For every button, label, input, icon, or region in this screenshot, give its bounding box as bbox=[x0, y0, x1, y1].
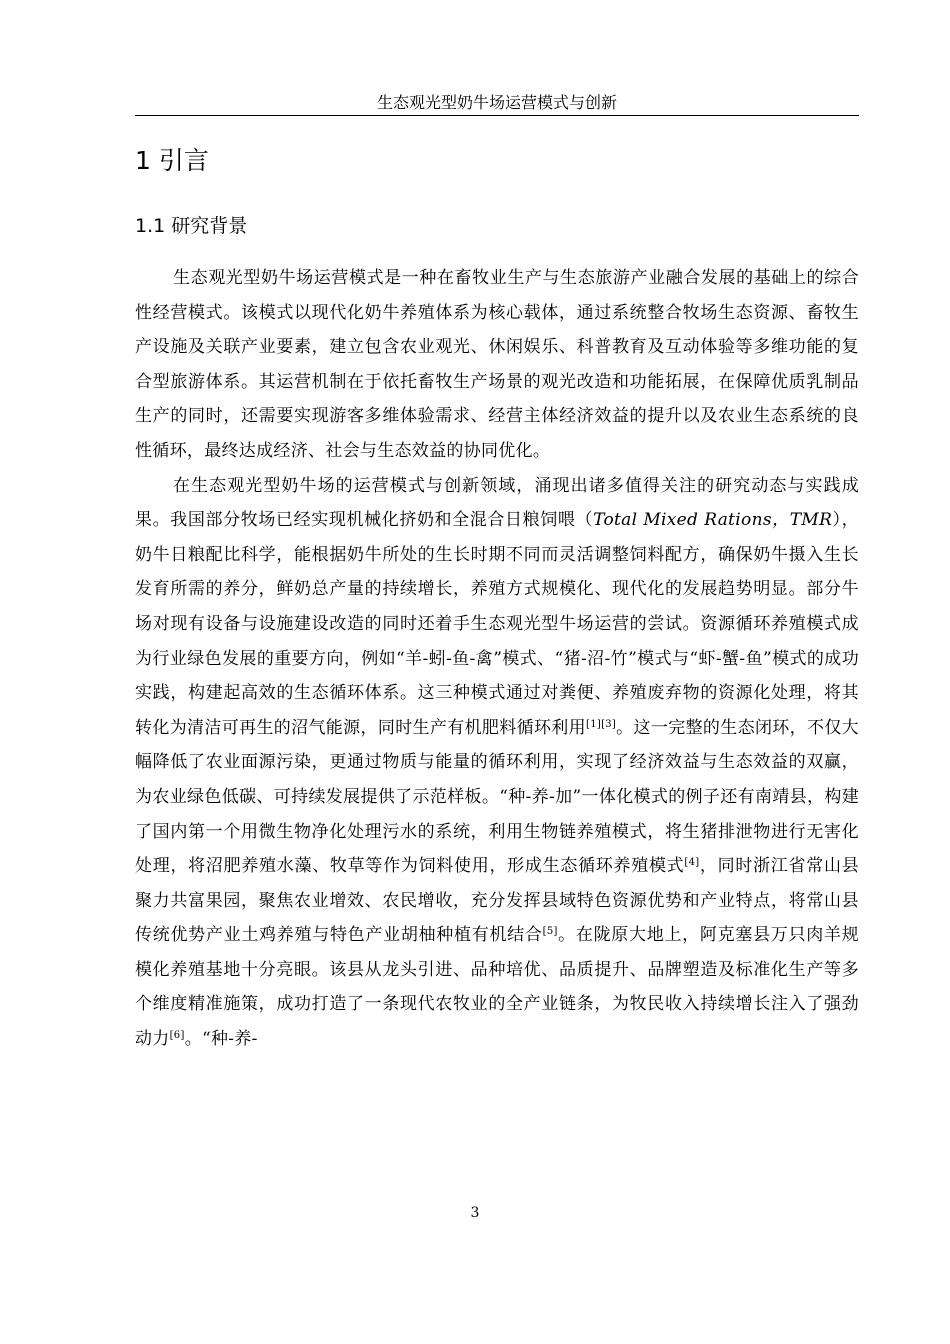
tmr-term: Total Mixed Rations，TMR bbox=[593, 510, 833, 531]
section-heading: 1 引言 bbox=[135, 146, 209, 175]
body-text bbox=[135, 261, 859, 1057]
paragraph-2-text-c: 。这一完整的生态闭环，不仅大幅降低了农业面源污染，更通过物质与能量的循环利用，实现了经济效益与生态效益的双赢，为农业绿色低碳、可持续发展提供了示范样板。“种-养-加”一体化模式的例子还有南靖县，构建了国内第一个用微生物净化处理污水的系统，利用生物链养殖模式，将生猪排泄物进行无害化处理，将沼肥养殖水藻、牧草等作为饲料使用，形成生态循环养殖模式 bbox=[135, 717, 859, 877]
paragraph-2-text-f: 。“种-养- bbox=[184, 1029, 258, 1050]
paragraph-2-text-e: 。在陇原大地上，阿克塞县万只肉羊规模化养殖基地十分亮眼。该县从龙头引进、品种培优、品质提升、品牌塑造及标准化生产等多个维度精准施策，成功打造了一条现代农牧业的全产业链条，为牧民收入持续增长注入了强劲动力 bbox=[135, 925, 859, 1050]
paragraph-2-text-b: ），奶牛日粮配比科学，能根据奶牛所处的生长时期不同而灵活调整饲料配方，确保奶牛摄入生长发育所需的养分，鲜奶总产量的持续增长，养殖方式规模化、现代化的发展趋势明显。部分牛场对现有设备与设施建设改造的同时还着手生态观光型牛场运营的尝试。资源循环养殖模式成为行业绿色发展的重要方向，例如“羊-蚓-鱼-禽”模式、“猪-沼-竹”模式与“虾-蟹-鱼”模式的成功实践，构建起高效的生态循环体系。这三种模式通过对粪便、养殖废弃物的资源化处理，将其转化为清洁可再生的沼气能源，同时生产有机肥料循环利用 bbox=[135, 510, 859, 738]
subsection-heading: 1.1 研究背景 bbox=[135, 215, 248, 237]
paragraph-2-text-d: ，同时浙江省常山县聚力共富果园，聚焦农业增效、农民增收，充分发挥县域特色资源优势和产业特点，将常山县传统优势产业土鸡养殖与特色产业胡柚种植有机结合 bbox=[135, 856, 859, 946]
paragraph-2 bbox=[135, 469, 859, 1057]
citation-1[interactable]: [1][3] bbox=[586, 718, 617, 730]
paragraph-1: 生态观光型奶牛场运营模式是一种在畜牧业生产与生态旅游产业融合发展的基础上的综合性经营模式。该模式以现代化奶牛养殖体系为核心载体，通过系统整合牧场生态资源、畜牧生产设施及关联产业要素，建立包含农业观光、休闲娱乐、科普教育及互动体验等多维功能的复合型旅游体系。其运营机制在于依托畜牧生产场景的观光改造和功能拓展，在保障优质乳制品生产的同时，还需要实现游客多维体验需求、经营主体经济效益的提升以及农业生态系统的良性循环，最终达成经济、社会与生态效益的协同优化。 bbox=[135, 268, 859, 461]
citation-2[interactable]: [4] bbox=[684, 857, 700, 869]
citation-3[interactable]: [5] bbox=[542, 926, 558, 938]
page-number: 3 bbox=[470, 1205, 480, 1221]
paragraph-2-text-a: 在生态观光型奶牛场的运营模式与创新领域，涌现出诸多值得关注的研究动态与实践成果。我国部分牧场已经实现机械化挤奶和全混合日粮饲喂（ bbox=[135, 475, 859, 531]
running-header: 生态观光型奶牛场运营模式与创新 bbox=[135, 93, 859, 116]
citation-4[interactable]: [6] bbox=[169, 1030, 185, 1042]
